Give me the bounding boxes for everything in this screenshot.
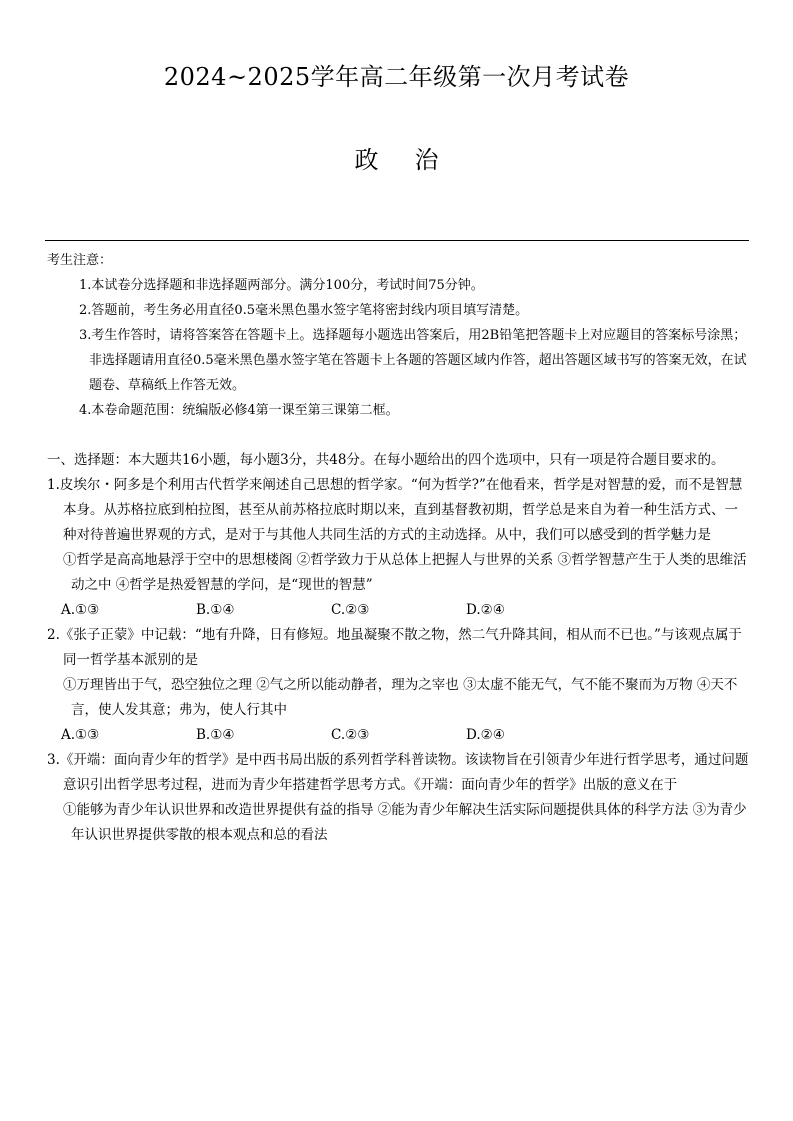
question-stem: 1.皮埃尔・阿多是个利用古代哲学来阐述自己思想的哲学家。“何为哲学?”在他看来，哲学是对智慧的爱，而不是智慧本身。从苏格拉底到柏拉图，甚至从前苏格拉底时期以来，直到基督教初期，哲学总是来自为着一种生活方式、一种对待普遍世界观的方式，是对于与其他人共同生活的方式的主动选择。从中，我们可以感受到的哲学魅力是 bbox=[47, 477, 743, 543]
section-heading: 一、选择题：本大题共16小题，每小题3分，共48分。在每小题给出的四个选项中，只有一项是符合题目要求的。 bbox=[47, 452, 725, 468]
question-statements: ①能够为青少年认识世界和改造世界提供有益的指导 ②能为青少年解决生活实际问题提供具体的科学方法 ③为青少年认识世界提供零散的根本观点和总的看法 bbox=[63, 802, 747, 843]
multiple-choice-section bbox=[47, 448, 749, 848]
question-3 bbox=[47, 748, 749, 848]
answer-options bbox=[61, 723, 749, 748]
notice-item: 3.考生作答时，请将答案答在答题卡上。选择题每小题选出答案后，用2B铅笔把答题卡上对应题目的答案标号涂黑；非选择题请用直径0.5毫米黑色墨水签字笔在答题卡上各题的答题区域内作答，超出答题区域书写的答案无效，在试题卷、草稿纸上作答无效。 bbox=[79, 328, 747, 393]
header-divider bbox=[45, 240, 749, 241]
notice-heading: 考生注意： bbox=[47, 253, 113, 268]
candidate-notice bbox=[47, 248, 749, 423]
question-1 bbox=[47, 473, 749, 623]
question-statements: ①万理皆出于气，恐空独位之理 ②气之所以能动静者，理为之宰也 ③太虚不能无气，气不能不聚而为万物 ④天不言，使人发其意；弗为，使人行其中 bbox=[63, 677, 738, 718]
answer-options bbox=[61, 598, 749, 623]
question-statements: ①哲学是高高地悬浮于空中的思想楼阁 ②哲学致力于从总体上把握人与世界的关系 ③哲学智慧产生于人类的思维活动之中 ④哲学是热爱智慧的学问，是“现世的智慧” bbox=[63, 552, 747, 593]
exam-title: 2024~2025学年高二年级第一次月考试卷 bbox=[163, 63, 630, 91]
option-c: C.②③ bbox=[331, 727, 370, 743]
question-stem: 2.《张子正蒙》中记载：“地有升降，日有修短。地虽凝聚不散之物，然二气升降其间，相从而不已也。”与该观点属于同一哲学基本派别的是 bbox=[47, 627, 742, 668]
option-c: C.②③ bbox=[331, 602, 370, 618]
option-a: A.①③ bbox=[61, 602, 100, 618]
question-stem: 3.《开端：面向青少年的哲学》是中西书局出版的系列哲学科普读物。该读物旨在引领青少年进行哲学思考，通过问题意识引出哲学思考过程，进而为青少年搭建哲学思考方式。《开端：面向青少年的哲学》出版的意义在于 bbox=[47, 752, 749, 793]
notice-item: 1.本试卷分选择题和非选择题两部分。满分100分，考试时间75分钟。 bbox=[79, 278, 484, 293]
option-d: D.②④ bbox=[466, 602, 505, 618]
option-b: B.①④ bbox=[196, 727, 235, 743]
notice-item: 4.本卷命题范围：统编版必修4第一课至第三课第二框。 bbox=[79, 403, 399, 418]
notice-item: 2.答题前，考生务必用直径0.5毫米黑色墨水签字笔将密封线内项目填写清楚。 bbox=[79, 303, 529, 318]
question-2 bbox=[47, 623, 749, 748]
option-b: B.①④ bbox=[196, 602, 235, 618]
subject-title: 政治 bbox=[354, 146, 475, 174]
option-a: A.①③ bbox=[61, 727, 100, 743]
option-d: D.②④ bbox=[466, 727, 505, 743]
